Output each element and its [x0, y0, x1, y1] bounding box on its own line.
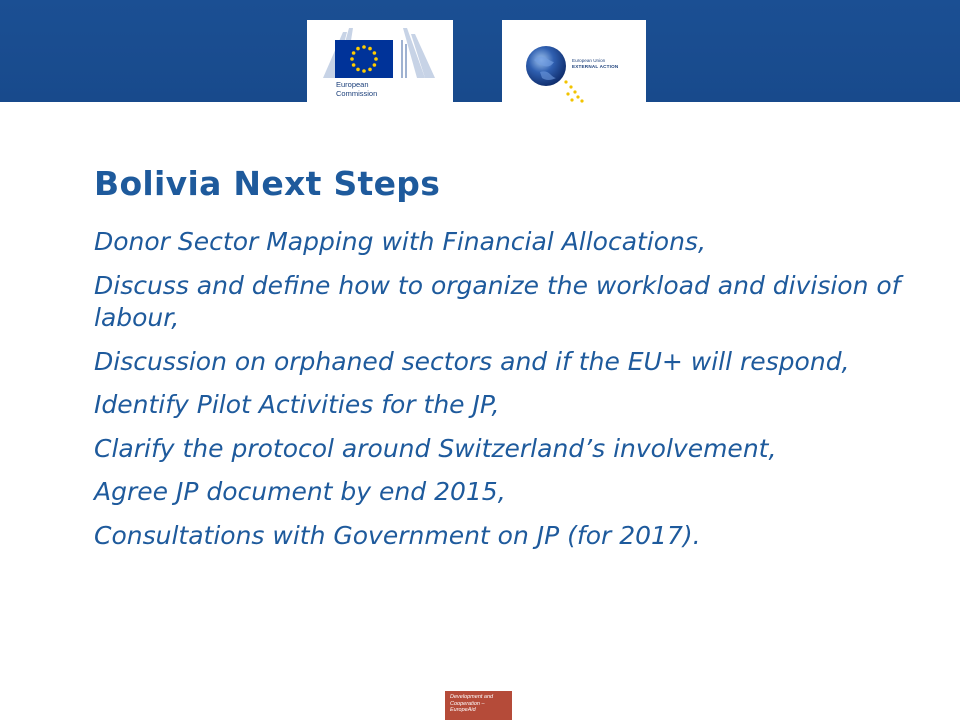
badge-line: Cooperation – — [450, 700, 485, 707]
eeas-logo-line: European Union — [572, 58, 606, 63]
bullet-item: Identify Pilot Activities for the JP, — [94, 390, 500, 419]
eu-external-action-logo — [502, 20, 646, 102]
bullet-item: Agree JP document by end 2015, — [94, 477, 506, 506]
bullet-item: Clarify the protocol around Switzerland’s involvement, — [94, 433, 777, 463]
badge-line: EuropeAid — [450, 707, 476, 713]
bullet-list — [94, 226, 924, 563]
ec-logo-line: Commission — [336, 89, 378, 98]
eu-flag-icon — [335, 40, 393, 78]
bullet-item: Discuss and define how to organize the workload and division of labour, — [94, 270, 901, 332]
header-band — [0, 0, 960, 102]
eeas-logo-text — [572, 58, 632, 70]
slide-title: Bolivia Next Steps — [94, 164, 441, 203]
bullet-item: Donor Sector Mapping with Financial Allocations, — [94, 227, 706, 256]
devco-europeaid-badge — [445, 691, 512, 720]
badge-line: Development and — [450, 694, 494, 700]
ec-logo-text — [336, 80, 416, 98]
european-commission-logo — [307, 20, 453, 102]
eeas-logo-line: EXTERNAL ACTION — [572, 64, 619, 69]
ec-logo-line: European — [336, 80, 369, 89]
star-arc-icon — [560, 76, 600, 106]
bullet-item: Consultations with Government on JP (for 2017). — [94, 520, 701, 550]
bullet-item: Discussion on orphaned sectors and if the EU+ will respond, — [94, 346, 850, 376]
